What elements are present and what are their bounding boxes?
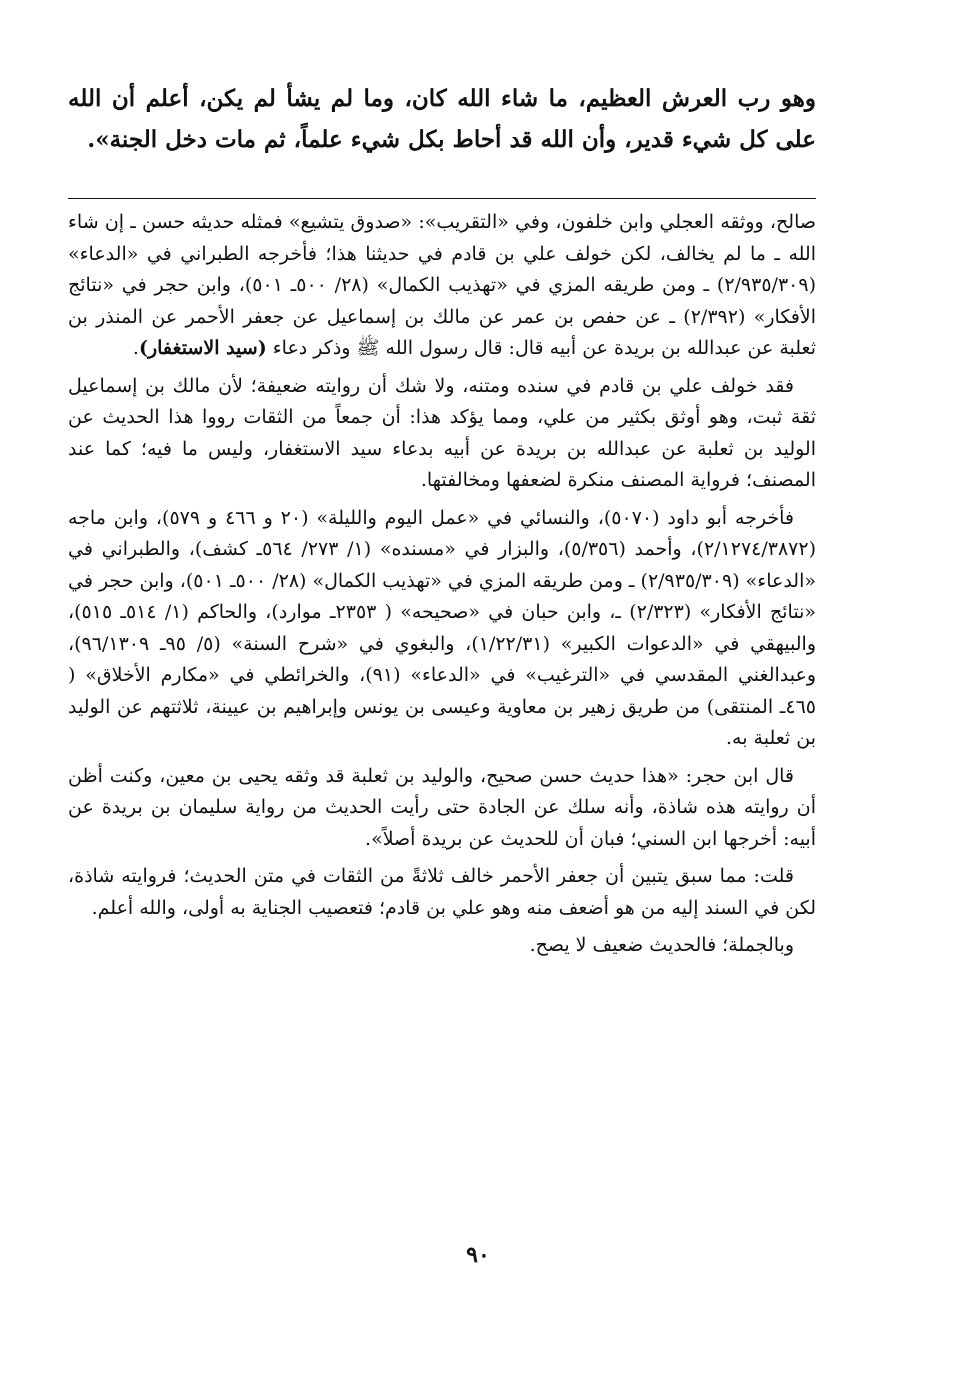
footnote-text-1-end: . bbox=[132, 337, 139, 359]
footnote-paragraph-3: فأخرجه أبو داود (٥٠٧٠)، والنسائي في «عمل اليوم والليلة» (٢٠ و ٤٦٦ و ٥٧٩)، وابن ماجه (٢/١٢٧٤/٣٨٧٢)، وأحمد (٥/٣٥٦)، والبزار في «مسنده» (١/ ٢٧٣/ ٥٦٤ـ كشف)، والطبراني في «الدعاء» (٢/٩٣٥/٣٠٩) ـ ومن طريقه المزي في «تهذيب الكمال» (٢٨/ ٥٠٠ـ ٥٠١)، وابن حجر في «نتائج الأفكار» (٢/٣٢٣) ـ، وابن حبان في «صحيحه» ( ٢٣٥٣ـ موارد)، والحاكم (١/ ٥١٤ـ ٥١٥)، والبيهقي في «الدعوات الكبير» (١/٢٢/٣١)، والبغوي في «شرح السنة» (٥/ ٩٥ـ ٩٦/١٣٠٩)، وعبدالغني المقدسي في «الترغيب» في «الدعاء» (٩١)، والخرائطي في «مكارم الأخلاق» ( ٤٦٥ـ المنتقى) من طريق زهير بن معاوية وعيسى بن يونس وإبراهيم بن عيينة، ثلاثتهم عن الوليد بن ثعلبة به. bbox=[68, 506, 817, 749]
footnote-paragraph-4: قال ابن حجر: «هذا حديث حسن صحيح، والوليد بن ثعلبة قد وثقه يحيى بن معين، وكنت أظن أن روايته هذه شاذة، وأنه سلك عن الجادة حتى رأيت الحديث من رواية سليمان بن بريدة عن أبيه: أخرجها ابن السني؛ فبان أن للحديث عن بريدة أصلاً». bbox=[68, 764, 816, 850]
footnote-paragraph-2: فقد خولف علي بن قادم في سنده ومتنه، ولا شك أن روايته ضعيفة؛ لأن مالك بن إسماعيل ثقة ثبت، وهو أوثق بكثير من علي، ومما يؤكد هذا: أن جمعاً من الثقات رووا هذا الحديث عن الوليد بن ثعلبة عن عبدالله بن بريدة عن أبيه بدعاء سيد الاستغفار، وليس ما فيه؛ كما عند المصنف؛ فرواية المصنف منكرة لضعفها ومخالفتها. bbox=[68, 374, 816, 491]
footnote-bold-term: (سيد الاستغفار) bbox=[138, 337, 267, 359]
main-text: وهو رب العرش العظيم، ما شاء الله كان، وما لم يشأ لم يكن، أعلم أن الله على كل شيء قدير، وأن الله قد أحاط بكل شيء علماً، ثم مات دخل الجنة». bbox=[68, 85, 816, 153]
footnotes bbox=[68, 207, 816, 962]
footnote-paragraph-5: قلت: مما سبق يتبين أن جعفر الأحمر خالف ثلاثةً من الثقات في متن الحديث؛ فروايته شاذة، لكن في السند إليه من هو أضعف منه وهو علي بن قادم؛ فتعصيب الجناية به أولى، والله أعلم. bbox=[68, 865, 816, 919]
page-body bbox=[68, 78, 816, 962]
page-number: ٩٠ bbox=[466, 1242, 490, 1268]
footnote-text-1: صالح، ووثقه العجلي وابن خلفون، وفي «التقريب»: «صدوق يتشيع» فمثله حديثه حسن ـ إن شاء الله ـ ما لم يخالف، لكن خولف علي بن قادم في حديثنا هذا؛ فأخرجه الطبراني في «الدعاء» (٢/٩٣٥/٣٠٩) ـ ومن طريقه المزي في «تهذيب الكمال» (٢٨/ ٥٠٠ـ ٥٠١)، وابن حجر في «نتائج الأفكار» (٢/٣٩٢) ـ عن حفص بن عمر عن مالك بن إسماعيل عن جعفر الأحمر عن المنذر بن ثعلبة عن عبدالله بن بريدة عن أبيه قال: قال رسول الله ﷺ وذكر دعاء bbox=[68, 211, 817, 359]
footnote-divider bbox=[68, 198, 816, 199]
footnote-paragraph-6: وبالجملة؛ فالحديث ضعيف لا يصح. bbox=[529, 934, 794, 956]
footnote-paragraph-1 bbox=[68, 207, 816, 365]
